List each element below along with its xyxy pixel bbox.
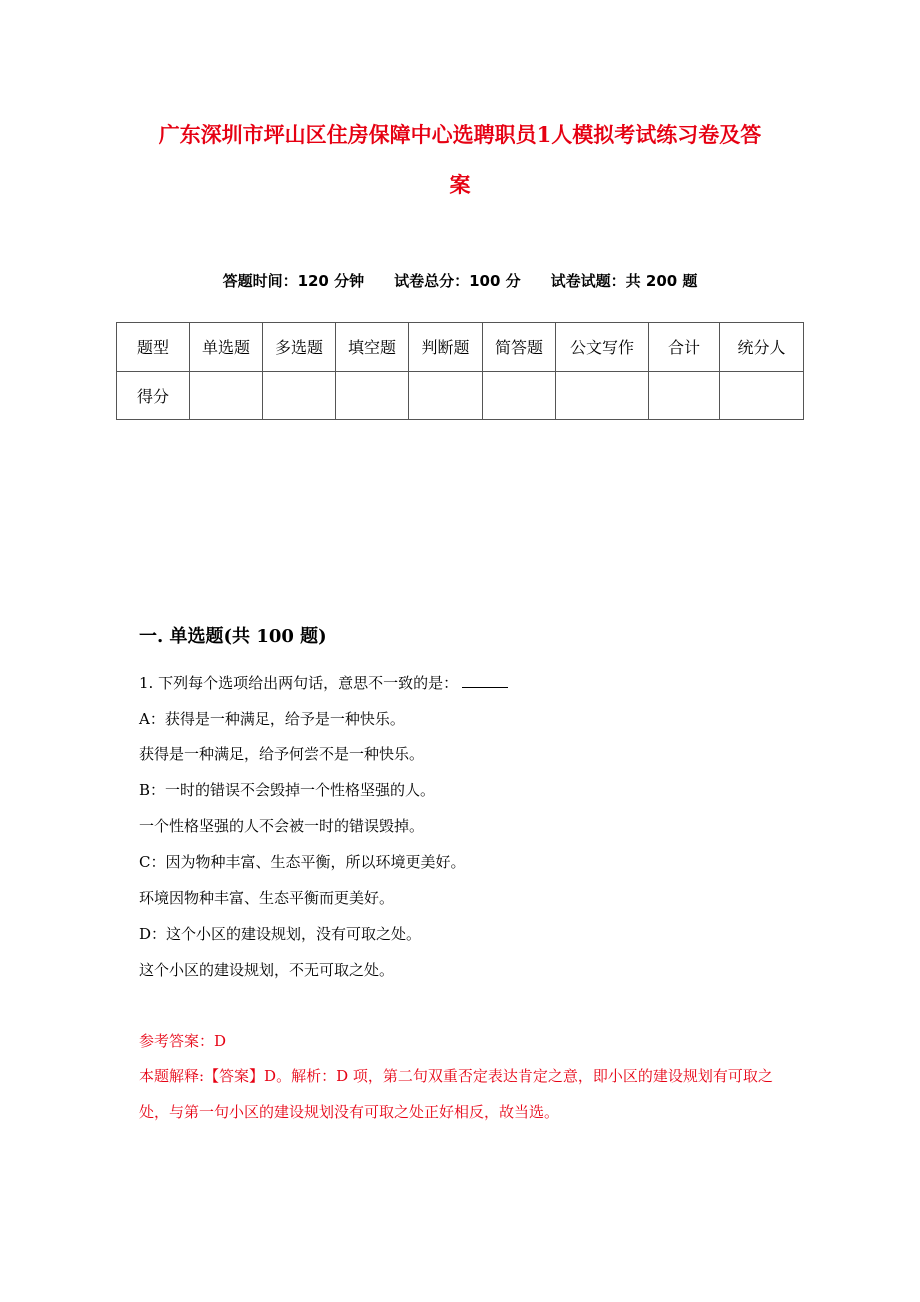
option-d: D：这个小区的建设规划，没有可取之处。 xyxy=(139,925,422,943)
option-a: A：获得是一种满足，给予是一种快乐。 xyxy=(139,710,405,728)
score-cell xyxy=(190,371,263,420)
score-row-label: 得分 xyxy=(117,371,190,420)
header-cell-type: 题型 xyxy=(117,323,190,372)
header-cell-grader: 统分人 xyxy=(720,323,804,372)
score-table-header-row xyxy=(117,323,804,372)
reference-answer: 参考答案：D xyxy=(139,1032,227,1050)
answer-explanation: 本题解释:【答案】D。解析：D 项，第二句双重否定表达肯定之意，即小区的建设规划有可取之处，与第一句小区的建设规划没有可取之处正好相反，故当选。 xyxy=(139,1067,773,1121)
exam-meta xyxy=(0,271,920,291)
option-c: C：因为物种丰富、生态平衡，所以环境更美好。 xyxy=(139,853,466,871)
header-cell-short-answer: 简答题 xyxy=(483,323,556,372)
option-d-sentence2: 这个小区的建设规划，不无可取之处。 xyxy=(139,961,395,979)
score-cell xyxy=(483,371,556,420)
score-cell xyxy=(649,371,720,420)
answer-blank xyxy=(462,674,508,688)
score-cell xyxy=(720,371,804,420)
option-b-sentence2: 一个性格坚强的人不会被一时的错误毁掉。 xyxy=(139,817,425,835)
score-cell xyxy=(263,371,336,420)
header-cell-single-choice: 单选题 xyxy=(190,323,263,372)
score-cell xyxy=(336,371,409,420)
header-cell-true-false: 判断题 xyxy=(409,323,483,372)
section-title: 一. 单选题(共 100 题) xyxy=(139,626,327,647)
exam-time: 答题时间：120 分钟 xyxy=(222,272,365,290)
header-cell-official-writing: 公文写作 xyxy=(556,323,649,372)
option-b: B：一时的错误不会毁掉一个性格坚强的人。 xyxy=(139,781,436,799)
exam-question-count: 试卷试题：共 200 题 xyxy=(550,272,698,290)
header-cell-fill-blank: 填空题 xyxy=(336,323,409,372)
option-c-sentence2: 环境因物种丰富、生态平衡而更美好。 xyxy=(139,889,395,907)
header-cell-total: 合计 xyxy=(649,323,720,372)
header-cell-multi-choice: 多选题 xyxy=(263,323,336,372)
option-a-sentence2: 获得是一种满足，给予何尝不是一种快乐。 xyxy=(139,745,425,763)
score-cell xyxy=(556,371,649,420)
score-cell xyxy=(409,371,483,420)
question-stem xyxy=(139,673,508,693)
exam-total-score: 试卷总分：100 分 xyxy=(394,272,521,290)
document-title-line1: 广东深圳市坪山区住房保障中心选聘职员1人模拟考试练习卷及答 xyxy=(158,122,762,147)
document-title-line2: 案 xyxy=(449,172,471,197)
score-table xyxy=(116,322,804,420)
question-stem-text: 1. 下列每个选项给出两句话，意思不一致的是： xyxy=(139,674,459,692)
score-table-score-row xyxy=(117,371,804,420)
